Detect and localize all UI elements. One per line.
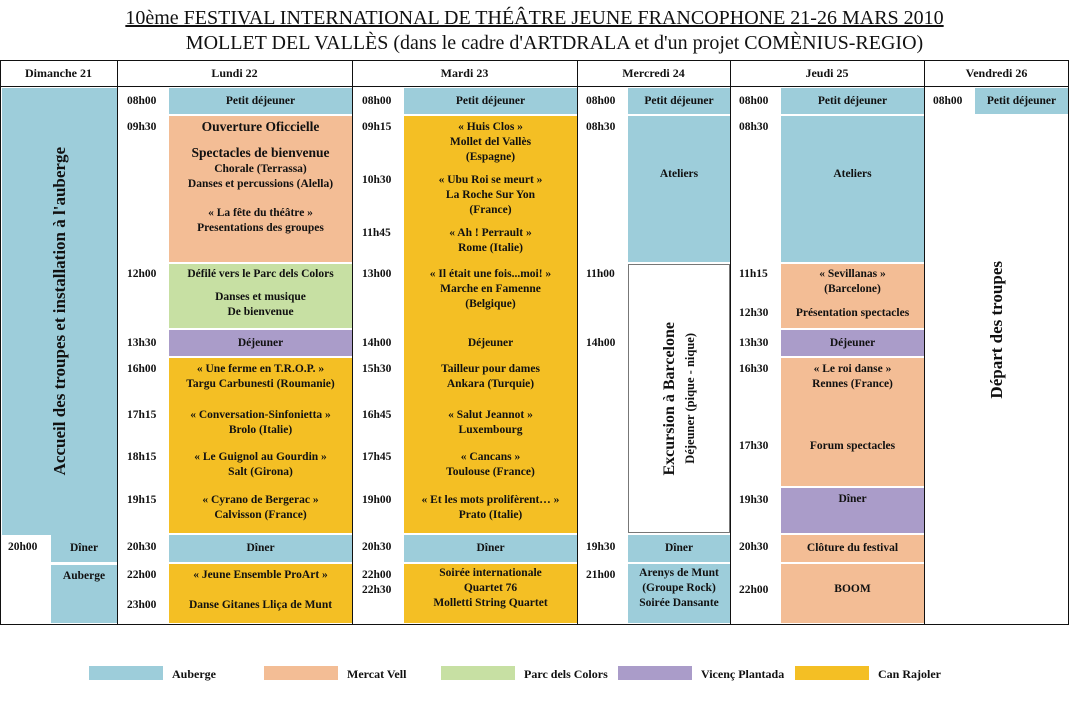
- tuesday-show-tailleur: Tailleur pour dames Ankara (Turquie): [441, 363, 540, 390]
- col-divider: [730, 60, 731, 625]
- time-label: 12h30: [739, 307, 769, 319]
- time-label: 21h00: [586, 569, 616, 581]
- col-divider: [352, 60, 353, 625]
- monday-parade-block: [169, 264, 352, 328]
- monday-dinner: Dîner: [169, 535, 352, 562]
- time-label: 17h45: [362, 451, 392, 463]
- legend-label-auberge: Auberge: [172, 667, 216, 681]
- event-line: Danses et percussions (Alella): [187, 178, 334, 190]
- col-divider: [117, 60, 118, 625]
- col-divider: [577, 60, 578, 625]
- time-label: 20h30: [362, 541, 392, 553]
- wednesday-breakfast: Petit déjeuner: [628, 88, 730, 114]
- event-line: Presentations des groupes: [197, 222, 324, 234]
- time-label: 16h30: [739, 363, 769, 375]
- thursday-dinner: Dîner: [781, 488, 924, 533]
- tuesday-show-mots: « Et les mots prolifèrent… » Prato (Italie): [421, 494, 560, 521]
- time-label: 20h30: [739, 541, 769, 553]
- thursday-closing: Clôture du festival: [781, 535, 924, 562]
- event-line: Défilé vers le Parc dels Colors: [187, 268, 334, 280]
- legend-swatch: [89, 666, 163, 680]
- tuesday-show-il-etait: « Il était une fois...moi! » Marche en Famenne (Belgique): [429, 268, 552, 310]
- event-line: « La fête du théâtre »: [208, 207, 313, 219]
- legend-swatch: [441, 666, 515, 680]
- monday-show-proart: « Jeune Ensemble ProArt »: [193, 569, 328, 581]
- legend-label-vicenc-plantada: Vicenç Plantada: [701, 667, 785, 681]
- legend-swatch: [618, 666, 692, 680]
- event-line: Danses et musique: [215, 291, 306, 303]
- tuesday-breakfast: Petit déjeuner: [404, 88, 577, 114]
- page-title: 10ème FESTIVAL INTERNATIONAL DE THÉÂTRE JEUNE FRANCOPHONE 21-26 MARS 2010: [125, 7, 944, 29]
- tuesday-show-jeannot: « Salut Jeannot » Luxembourg: [448, 409, 533, 436]
- thursday-presentation: Présentation spectacles: [795, 307, 910, 319]
- time-label: 08h00: [586, 95, 616, 107]
- welcome-title: Spectacles de bienvenue: [191, 145, 330, 160]
- monday-lunch: Déjeuner: [169, 330, 352, 356]
- tuesday-show-huis-clos: « Huis Clos » Mollet del Vallès (Espagne): [449, 121, 532, 163]
- time-label: 22h00: [739, 584, 769, 596]
- time-label: 22h00: [127, 569, 157, 581]
- time-label: 14h00: [586, 337, 616, 349]
- time-label: 11h15: [739, 268, 768, 280]
- table-bottom-border: [0, 624, 1069, 625]
- thursday-workshops: Ateliers: [781, 116, 924, 262]
- time-label: 09h30: [127, 121, 157, 133]
- page-subtitle: MOLLET DEL VALLÈS (dans le cadre d'ARTDRALA et d'un projet COMÈNIUS-REGIO): [185, 32, 924, 54]
- time-label: 08h00: [739, 95, 769, 107]
- day-header-thursday: Jeudi 25: [805, 66, 849, 80]
- time-label: 20h00: [8, 541, 38, 553]
- friday-breakfast: Petit déjeuner: [975, 88, 1068, 114]
- time-label: 13h30: [739, 337, 769, 349]
- legend-label-can-rajoler: Can Rajoler: [878, 667, 941, 681]
- time-label: 10h30: [362, 174, 392, 186]
- event-line: Chorale (Terrassa): [214, 163, 307, 175]
- time-label: 17h30: [739, 440, 769, 452]
- monday-opening-block: [169, 116, 352, 262]
- monday-show-ferme: « Une ferme en T.R.O.P. » Targu Carbunesti (Roumanie): [186, 363, 335, 390]
- time-label: 18h15: [127, 451, 157, 463]
- time-label: 13h30: [127, 337, 157, 349]
- day-header-friday: Vendredi 26: [965, 66, 1028, 80]
- tuesday-lunch: Déjeuner: [467, 337, 514, 349]
- time-label: 15h30: [362, 363, 392, 375]
- wednesday-dinner: Dîner: [628, 535, 730, 562]
- time-label: 08h00: [127, 95, 157, 107]
- time-label: 11h00: [586, 268, 615, 280]
- legend-label-parc-dels-colors: Parc dels Colors: [524, 667, 608, 681]
- monday-show-guignol: « Le Guignol au Gourdin » Salt (Girona): [194, 451, 327, 478]
- opening-label: Ouverture Oficcielle: [201, 119, 320, 134]
- excursion-subtitle: Déjeuner (pique - nique): [682, 333, 697, 464]
- time-label: 08h00: [933, 95, 963, 107]
- excursion-title: Excursion à Barcelone: [660, 321, 678, 476]
- thursday-boom: BOOM: [781, 564, 924, 623]
- time-label: 19h00: [362, 494, 392, 506]
- time-label: 09h15: [362, 121, 392, 133]
- day-header-wednesday: Mercredi 24: [622, 66, 685, 80]
- time-label: 11h45: [362, 227, 391, 239]
- wednesday-excursion-block: [628, 264, 730, 533]
- time-label: 13h00: [362, 268, 392, 280]
- time-label: 08h30: [586, 121, 616, 133]
- sunday-welcome-text: Accueil des troupes et installation à l'auberge: [49, 147, 69, 476]
- time-label: 20h30: [127, 541, 157, 553]
- day-header-monday: Lundi 22: [211, 66, 258, 80]
- sunday-lodging: Auberge: [51, 565, 117, 623]
- sunday-welcome-block: [2, 88, 117, 535]
- legend-swatch: [795, 666, 869, 680]
- time-label: 12h00: [127, 268, 157, 280]
- tuesday-show-cancans: « Cancans » Toulouse (France): [446, 451, 535, 478]
- monday-show-cyrano: « Cyrano de Bergerac » Calvisson (France): [202, 494, 319, 521]
- tuesday-show-perrault: « Ah ! Perrault » Rome (Italie): [449, 227, 532, 254]
- table-top-border: [0, 60, 1069, 61]
- time-label: 08h30: [739, 121, 769, 133]
- tuesday-evening-block: Soirée internationale Quartet 76 Molletti String Quartet: [404, 564, 577, 623]
- monday-show-gitanes: Danse Gitanes Lliça de Munt: [188, 599, 333, 611]
- thursday-roi-danse: « Le roi danse » Rennes (France): [812, 363, 893, 390]
- monday-breakfast: Petit déjeuner: [169, 88, 352, 114]
- time-label: 17h15: [127, 409, 157, 421]
- thursday-sevillanas: « Sevillanas » (Barcelone): [819, 268, 886, 295]
- sunday-dinner: Dîner: [51, 535, 117, 562]
- event-line: De bienvenue: [227, 306, 294, 318]
- friday-departure-block: [925, 116, 1068, 624]
- col-divider: [0, 60, 1, 625]
- monday-show-conversation: « Conversation-Sinfonietta » Brolo (Italie): [190, 409, 331, 436]
- time-label: 22h30: [362, 584, 392, 596]
- thursday-lunch: Déjeuner: [781, 330, 924, 356]
- departure-text: Départ des troupes: [986, 261, 1006, 399]
- legend-swatch: [264, 666, 338, 680]
- wednesday-evening-block: Arenys de Munt (Groupe Rock) Soirée Dansante: [628, 564, 730, 623]
- tuesday-show-ubu: « Ubu Roi se meurt » La Roche Sur Yon (France): [438, 174, 543, 216]
- time-label: 19h30: [739, 494, 769, 506]
- wednesday-workshops: Ateliers: [628, 116, 730, 262]
- time-label: 22h00: [362, 569, 392, 581]
- header-divider: [0, 86, 1069, 87]
- time-label: 14h00: [362, 337, 392, 349]
- time-label: 23h00: [127, 599, 157, 611]
- tuesday-dinner: Dîner: [404, 535, 577, 562]
- day-header-tuesday: Mardi 23: [440, 66, 489, 80]
- legend-label-mercat-vell: Mercat Vell: [347, 667, 407, 681]
- day-header-sunday: Dimanche 21: [25, 66, 92, 80]
- time-label: 16h00: [127, 363, 157, 375]
- time-label: 16h45: [362, 409, 392, 421]
- thursday-forum: Forum spectacles: [809, 440, 896, 452]
- time-label: 19h30: [586, 541, 616, 553]
- time-label: 08h00: [362, 95, 392, 107]
- thursday-breakfast: Petit déjeuner: [781, 88, 924, 114]
- time-label: 19h15: [127, 494, 157, 506]
